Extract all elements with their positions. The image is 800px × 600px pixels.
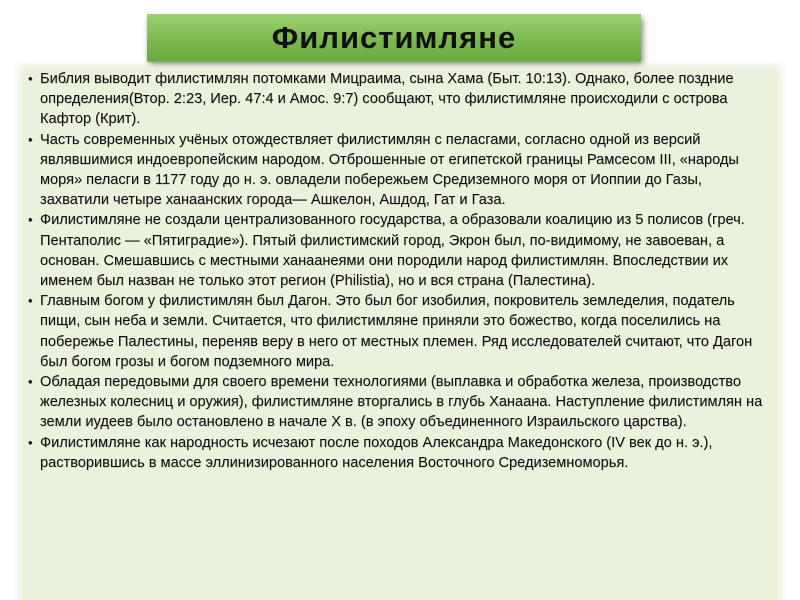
bullet-icon: • — [28, 293, 33, 309]
bullet-text: Филистимляне не создали централизованного государства, а образовали коалицию из 5 полисов (греч. Пентаполис — «Пятиградие»). Пятый филистимский город, Экрон был, по-видимому, не завоеван, а основан. Смешавшись с местными ханаанеями они породили народ филистимлян. Впоследствии их именем был назван не только этот регион (Philistia), но и вся страна (Палестина). — [40, 212, 745, 290]
bullet-icon: • — [28, 374, 33, 390]
bullet-text: Обладая передовыми для своего времени технологиями (выплавка и обработка железа, производство железных колесниц и оружия), филистимляне вторгались в глубь Ханаана. Наступление филистимлян на земли иудеев было остановлено в начале X в. (в эпоху объединенного Израильского царства). — [40, 374, 763, 431]
bullet-item — [28, 291, 772, 372]
bullet-icon: • — [28, 212, 33, 228]
bullet-item — [28, 372, 772, 433]
bullet-text: Филистимляне как народность исчезают после походов Александра Македонского (IV век до н. э.), растворившись в массе эллинизированного населения Восточного Средиземноморья. — [40, 434, 713, 471]
slide-title: Филистимляне — [271, 20, 517, 55]
bullet-item — [28, 69, 772, 130]
bullet-item — [28, 433, 772, 473]
bullet-text: Часть современных учёных отождествляет филистимлян с пеласгами, согласно одной из версий являвшимися индоевропейским народом. Отброшенные от египетской границы Рамсесом III, «народы моря» пеласги в 1177 году до н. э. овладели побережьем Средиземного моря от Иоппии до Газы, захватили четыре ханаанских города— Ашкелон, Ашдод, Гат и Газа. — [40, 131, 739, 209]
bullet-text: Главным богом у филистимлян был Дагон. Это был бог изобилия, покровитель земледелия, податель пищи, сын неба и земли. Считается, что филистимляне приняли это божество, когда поселились на побережье Палестины, переняв веру в него от местных племен. Ряд исследователей считают, что Дагон был богом грозы и богом подземного мира. — [40, 293, 753, 370]
bullet-icon: • — [28, 71, 33, 86]
bullet-icon: • — [28, 434, 33, 450]
bullet-text: Библия выводит филистимлян потомками Мицраима, сына Хама (Быт. 10:13). Однако, более поздние определения(Втор. 2:23, Иер. 47:4 и Амос. 9:7) сообщают, что филистимляне происходили с острова Кафтор (Крит). — [40, 71, 734, 128]
bullet-list — [22, 69, 778, 473]
content-panel — [22, 69, 778, 600]
bullet-icon: • — [28, 131, 33, 147]
bullet-item — [28, 210, 772, 291]
bullet-item — [28, 130, 772, 211]
title-banner — [147, 14, 641, 62]
